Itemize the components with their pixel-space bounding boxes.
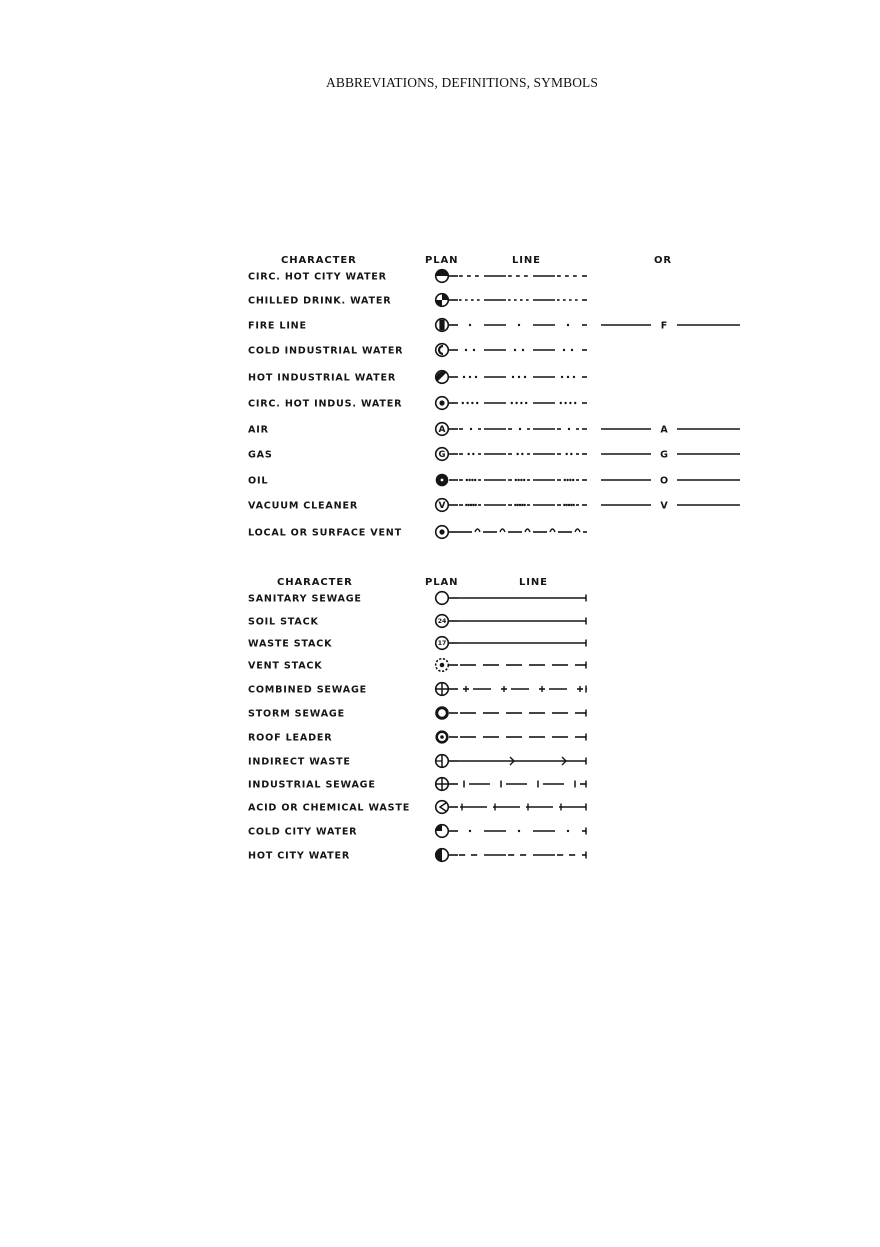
table2-rows bbox=[248, 592, 587, 862]
row-label: COLD INDUSTRIAL WATER bbox=[248, 345, 404, 357]
alt-line-letter: O bbox=[659, 475, 669, 487]
line-pattern bbox=[449, 804, 586, 811]
plan-symbol-icon bbox=[436, 294, 449, 307]
legend-row-fire-line bbox=[248, 319, 740, 332]
legend-row-circ-hot-city-water bbox=[248, 270, 587, 283]
legend-row-soil-stack bbox=[248, 615, 586, 628]
plan-symbol-icon bbox=[436, 423, 449, 436]
plan-symbol-icon bbox=[436, 448, 449, 461]
line-pattern bbox=[449, 710, 586, 717]
table1-header bbox=[281, 255, 672, 266]
table1-header-plan: PLAN bbox=[425, 255, 459, 266]
plan-symbol-icon bbox=[436, 755, 449, 768]
plan-symbol-icon bbox=[436, 683, 449, 696]
table2-header-line: LINE bbox=[519, 577, 548, 588]
legend-row-industrial-sewage bbox=[248, 778, 586, 791]
line-pattern bbox=[449, 428, 587, 430]
page-title: ABBREVIATIONS, DEFINITIONS, SYMBOLS bbox=[325, 75, 599, 90]
legend-row-oil bbox=[248, 474, 740, 487]
legend-row-combined-sewage bbox=[248, 683, 587, 696]
row-label: WASTE STACK bbox=[248, 638, 333, 650]
legend-row-chilled-drink-water bbox=[248, 294, 587, 307]
legend-row-acid-or-chemical-waste bbox=[248, 801, 586, 814]
legend-row-hot-city-water bbox=[248, 849, 586, 862]
alt-line-letter: G bbox=[660, 449, 668, 461]
plan-symbol-icon bbox=[436, 499, 449, 512]
row-label: AIR bbox=[248, 424, 269, 436]
legend-row-local-or-surface-vent bbox=[248, 526, 587, 539]
plan-symbol-icon bbox=[436, 849, 449, 862]
legend-row-cold-city-water bbox=[248, 825, 586, 838]
plan-symbol-icon bbox=[436, 474, 449, 487]
row-label: GAS bbox=[248, 449, 273, 461]
line-pattern bbox=[449, 852, 586, 859]
line-pattern bbox=[449, 595, 586, 602]
legend-row-storm-sewage bbox=[248, 708, 586, 720]
row-label: INDUSTRIAL SEWAGE bbox=[248, 779, 376, 791]
line-pattern bbox=[449, 376, 587, 378]
line-pattern bbox=[449, 662, 586, 669]
plan-symbol-icon bbox=[436, 801, 449, 814]
alt-line-pattern bbox=[601, 476, 740, 487]
row-label: INDIRECT WASTE bbox=[248, 756, 351, 768]
table2-header-plan: PLAN bbox=[425, 577, 459, 588]
alt-line-pattern bbox=[601, 321, 740, 332]
row-label: OIL bbox=[248, 475, 269, 487]
alt-line-pattern bbox=[601, 450, 740, 461]
plan-symbol-icon bbox=[436, 270, 449, 283]
line-pattern bbox=[449, 504, 587, 506]
line-pattern bbox=[449, 781, 586, 788]
table1-header-or: OR bbox=[654, 255, 673, 266]
row-label: CHILLED DRINK. WATER bbox=[248, 295, 392, 307]
svg-text:G: G bbox=[438, 450, 446, 461]
legend-row-circ-hot-indus-water bbox=[248, 397, 587, 410]
legend-row-air bbox=[248, 423, 740, 436]
line-pattern bbox=[449, 686, 587, 693]
line-pattern bbox=[449, 479, 587, 481]
line-pattern bbox=[449, 618, 586, 625]
svg-text:17: 17 bbox=[437, 640, 447, 648]
row-label: VENT STACK bbox=[248, 660, 323, 672]
legend-row-roof-leader bbox=[248, 732, 586, 744]
alt-line-letter: V bbox=[660, 500, 668, 512]
alt-line-letter: A bbox=[660, 424, 668, 436]
row-label: ROOF LEADER bbox=[248, 732, 333, 744]
legend-row-waste-stack bbox=[248, 637, 586, 650]
legend-row-vacuum-cleaner bbox=[248, 499, 740, 512]
line-pattern bbox=[449, 757, 586, 765]
plan-symbol-icon bbox=[436, 637, 449, 650]
row-label: HOT CITY WATER bbox=[248, 850, 351, 862]
line-pattern bbox=[449, 828, 586, 835]
row-label: CIRC. HOT CITY WATER bbox=[248, 271, 387, 283]
plan-symbol-icon bbox=[436, 592, 449, 605]
legend-row-gas bbox=[248, 448, 740, 461]
table2-header bbox=[277, 577, 548, 588]
legend-row-vent-stack bbox=[248, 659, 586, 672]
line-pattern bbox=[449, 349, 587, 351]
plan-symbol-icon bbox=[436, 319, 449, 332]
plan-symbol-icon bbox=[436, 825, 449, 838]
svg-text:A: A bbox=[438, 425, 446, 436]
row-label: CIRC. HOT INDUS. WATER bbox=[248, 398, 403, 410]
svg-text:24: 24 bbox=[437, 618, 447, 626]
line-pattern bbox=[449, 640, 586, 647]
alt-line-pattern bbox=[601, 501, 740, 512]
alt-line-pattern bbox=[601, 425, 740, 436]
plan-symbol-icon bbox=[437, 732, 448, 743]
row-label: VACUUM CLEANER bbox=[248, 500, 359, 512]
plan-symbol-icon bbox=[436, 615, 449, 628]
plan-symbol-icon bbox=[436, 371, 449, 384]
plan-symbol-icon bbox=[437, 708, 448, 719]
legend-row-sanitary-sewage bbox=[248, 592, 586, 605]
plan-symbol-icon bbox=[436, 778, 449, 791]
svg-text:V: V bbox=[438, 501, 446, 512]
table1-header-character: CHARACTER bbox=[281, 255, 357, 266]
legend-row-hot-industrial-water bbox=[248, 371, 587, 384]
plan-symbol-icon bbox=[436, 397, 449, 410]
row-label: HOT INDUSTRIAL WATER bbox=[248, 372, 397, 384]
plan-symbol-icon bbox=[436, 659, 449, 672]
plan-symbol-icon bbox=[436, 526, 449, 539]
table1-rows bbox=[248, 270, 740, 539]
legend-row-cold-industrial-water bbox=[248, 344, 587, 357]
line-pattern bbox=[449, 529, 587, 532]
line-pattern bbox=[449, 402, 587, 404]
row-label: SOIL STACK bbox=[248, 616, 319, 628]
table1-header-line: LINE bbox=[512, 255, 541, 266]
row-label: STORM SEWAGE bbox=[248, 708, 345, 720]
row-label: ACID OR CHEMICAL WASTE bbox=[248, 802, 411, 814]
row-label: LOCAL OR SURFACE VENT bbox=[248, 527, 402, 539]
row-label: COLD CITY WATER bbox=[248, 826, 358, 838]
plan-symbol-icon bbox=[436, 344, 449, 357]
legend-row-indirect-waste bbox=[248, 755, 586, 768]
line-pattern bbox=[449, 453, 587, 455]
row-label: FIRE LINE bbox=[248, 320, 307, 332]
row-label: COMBINED SEWAGE bbox=[248, 684, 367, 696]
line-pattern bbox=[449, 734, 586, 741]
alt-line-letter: F bbox=[660, 320, 668, 332]
row-label: SANITARY SEWAGE bbox=[248, 593, 362, 605]
table2-header-character: CHARACTER bbox=[277, 577, 353, 588]
line-pattern bbox=[449, 324, 587, 326]
